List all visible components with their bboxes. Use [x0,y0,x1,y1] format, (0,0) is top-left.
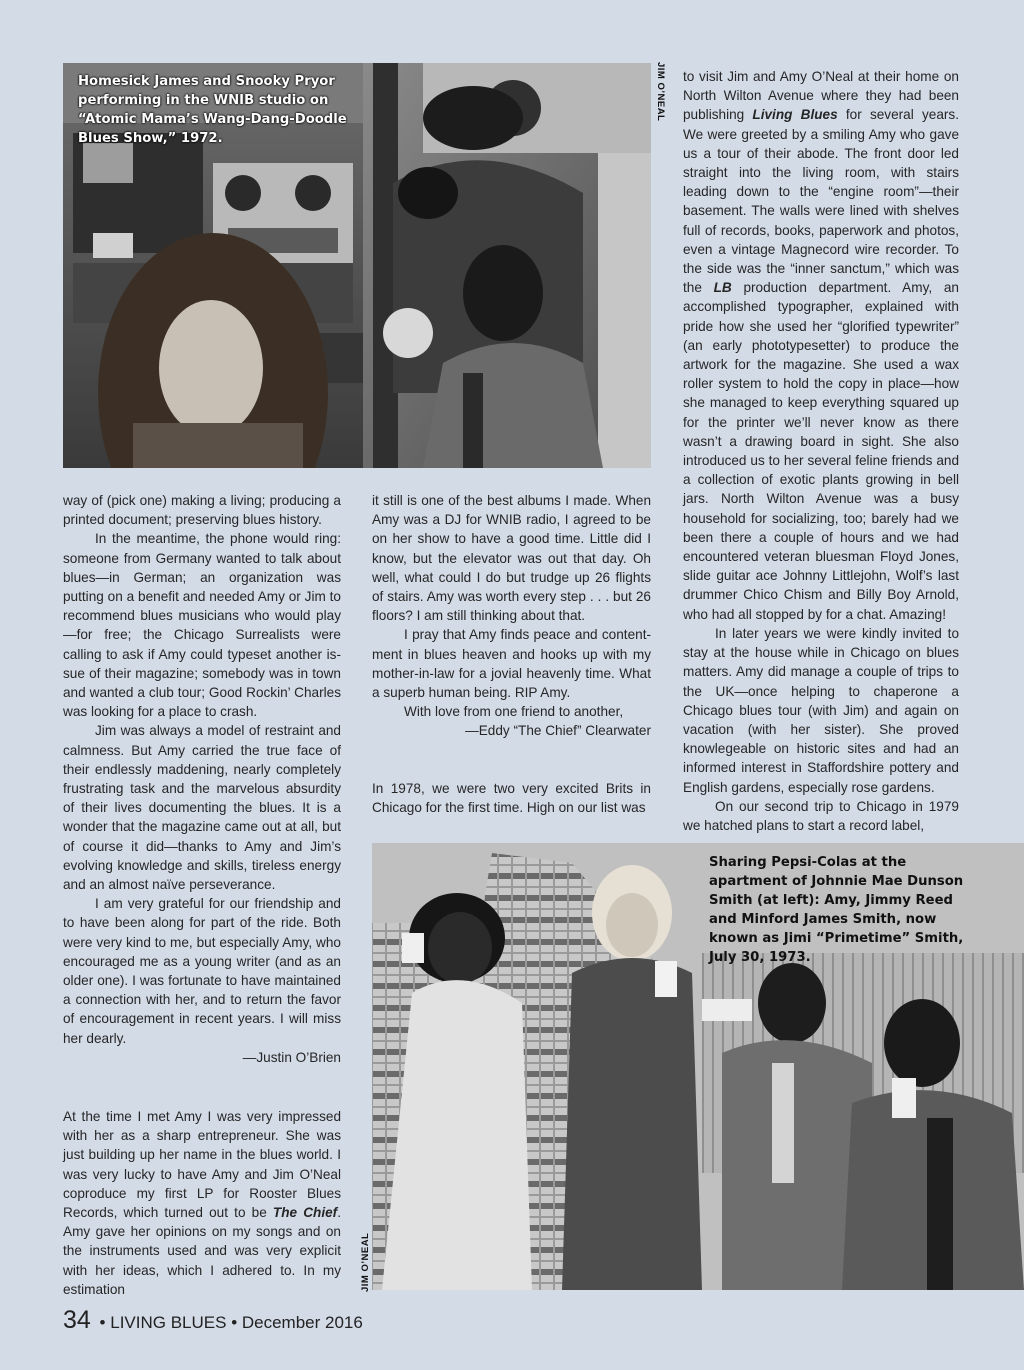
col1-paragraph-5-text-a: At the time I met Amy I was very impressed with her as a sharp entrepreneur. She was just building up her name in the blues world. I was very lucky to have Amy and Jim O’Neal coproduce my first LP for Rooster Blues Records, which turned out to be [63,1109,341,1221]
col1-paragraph-5 [63,1107,341,1299]
col1-paragraph-2: In the meantime, the phone would ring: someone from Germany wanted to talk about blues—in German; an organization was putting on a benefit and needed Amy or Jim to recommend blues musicians who would play—for free; the Chicago Surrealists were calling to ask if Amy could typeset another issue of their magazine; somebody was in town and wanted a club tour; Good Rockin’ Charles was looking for a place to crash. [63,531,341,720]
footer-magazine-name: LIVING BLUES [110,1313,227,1332]
col2-paragraph-1: it still is one of the best albums I made. When Amy was a DJ for WNIB radio, I agreed to be on her show to have a good time. Little did I know, but the elevator was out that day. Oh well, what could I do but trudge up 26 flights of stairs. Amy was worth every step . . . but 26 floors? I am still thinking about that. [372,493,651,624]
col3-paragraph-3: On our second trip to Chicago in 1979 we hatched plans to start a record label, [683,798,959,833]
column-2-lower [372,779,651,817]
album-title-the-chief: The Chief [272,1205,338,1221]
column-1 [63,491,341,1067]
col1-signature-justin: —Justin O’Brien [242,1049,341,1065]
col1-paragraph-3: Jim was always a model of restraint and calmness. But Amy carried the true face of their endlessly maddening, nearly completely frustrating task and the marvelous absurdity of their lives documenting the blues. It is a wonder that the magazine came out at all, but of course it did—thanks to Amy and Jim’s evolving knowledge and skills, tireless energy and an almost naïve perseverance. [63,723,341,893]
col3-paragraph-1-text-b: for several years. We were greeted by a smiling Amy who gave us a tour of their abode. The front door led straight into the living room, with stairs leading down to the “engine room”—their basement. The walls were lined with shelves full of records, books, paperwork and photos, even a vintage Magnecord wire recorder. To the side was the “inner sanctum,” which was the [683,107,959,296]
column-3 [683,67,959,835]
photo-bottom-credit: JIM O’NEAL [360,1232,371,1292]
magazine-abbrev-lb: LB [713,280,732,296]
photo-top-credit: JIM O’NEAL [655,62,666,122]
photo-top-caption: Homesick James and Snooky Pryor performing in the WNIB studio on “Atomic Mama’s Wang-Dang-Doodle Blues Show,” 1972. [78,74,347,146]
col1-paragraph-4: I am very grateful for our friendship and to have been along for part of the ride. Both were very kind to me, but especially Amy, who encouraged me as a young writer (and as an older one). I was fortunate to have maintained a connection with her, and to return the favor of encouragement in recent years. I will miss her dearly. [63,896,341,1046]
col3-paragraph-1-text-a: to visit Jim and Amy O’Neal at their home on North Wilton Avenue where they had been publishing [683,69,959,123]
col2-paragraph-3: With love from one friend to another, [404,704,624,720]
col3-paragraph-1-text-c: production department. Amy, an accomplished typographer, explained with pride how she used her “glorified typewriter” (an early phototypesetter) to produce the artwork for the magazine. She used a wax roller system to hold the copy in place—how she managed to keep everything squared up for the printer we’ll never know as there wasn’t a drawing board in sight. She also introduced us to her several feline friends and a collection of exotic plants growing in bell jars. North Wilton Avenue was a busy household for socializing, too; barely had we been there a couple of hours and we had encountered veteran bluesman Floyd Jones, slide guitar ace Johnny Littlejohn, Wolf’s last drummer Chico Chism and Billy Boy Arnold, who had all stopped by for a chat. Amazing! [683,280,959,622]
magazine-name-living-blues: Living Blues [752,107,838,123]
footer-issue-date: December 2016 [241,1313,363,1332]
col2-paragraph-2: I pray that Amy finds peace and contentment in blues heaven and hooks up with my mother-in-law for a jovial heavenly time. What a superb human being. RIP Amy. [372,627,651,701]
page-number: 34 [63,1306,91,1334]
footer-bullet-1: • [99,1313,106,1332]
column-1-lower [63,1107,341,1299]
col3-paragraph-1 [683,67,959,624]
photo-bottom-caption: Sharing Pepsi-Colas at the apartment of Johnnie Mae Dunson Smith (at left): Amy, Jimmy Reed and Minford James Smith, now known as Jimi “Primetime” Smith, July 30, 1973. [709,855,964,965]
col1-paragraph-1: way of (pick one) making a living; producing a printed document; preserving blues history. [63,493,341,528]
col2-paragraph-4: In 1978, we were two very excited Brits in Chicago for the first time. High on our list was [372,781,651,816]
column-2 [372,491,651,741]
col1-paragraph-5-text-b: . Amy gave her opinions on my songs and on the instruments used and was very explicit with her ideas, which I adhered to. In my estimation [63,1205,341,1297]
col3-paragraph-2: In later years we were kindly invited to stay at the house while in Chicago on blues matters. Amy did manage a couple of trips to the UK—once helping to chaperone a Chicago blues tour (with Jim) and again on vacation (with her sister). She proved knowlegeable on historic sites and had an informed interest in Staffordshire pottery and English gardens, especially rose gardens. [683,625,959,795]
col2-signature-eddy: —Eddy “The Chief” Clearwater [465,723,651,739]
footer-bullet-2: • [231,1313,238,1332]
page-footer [63,1306,363,1335]
